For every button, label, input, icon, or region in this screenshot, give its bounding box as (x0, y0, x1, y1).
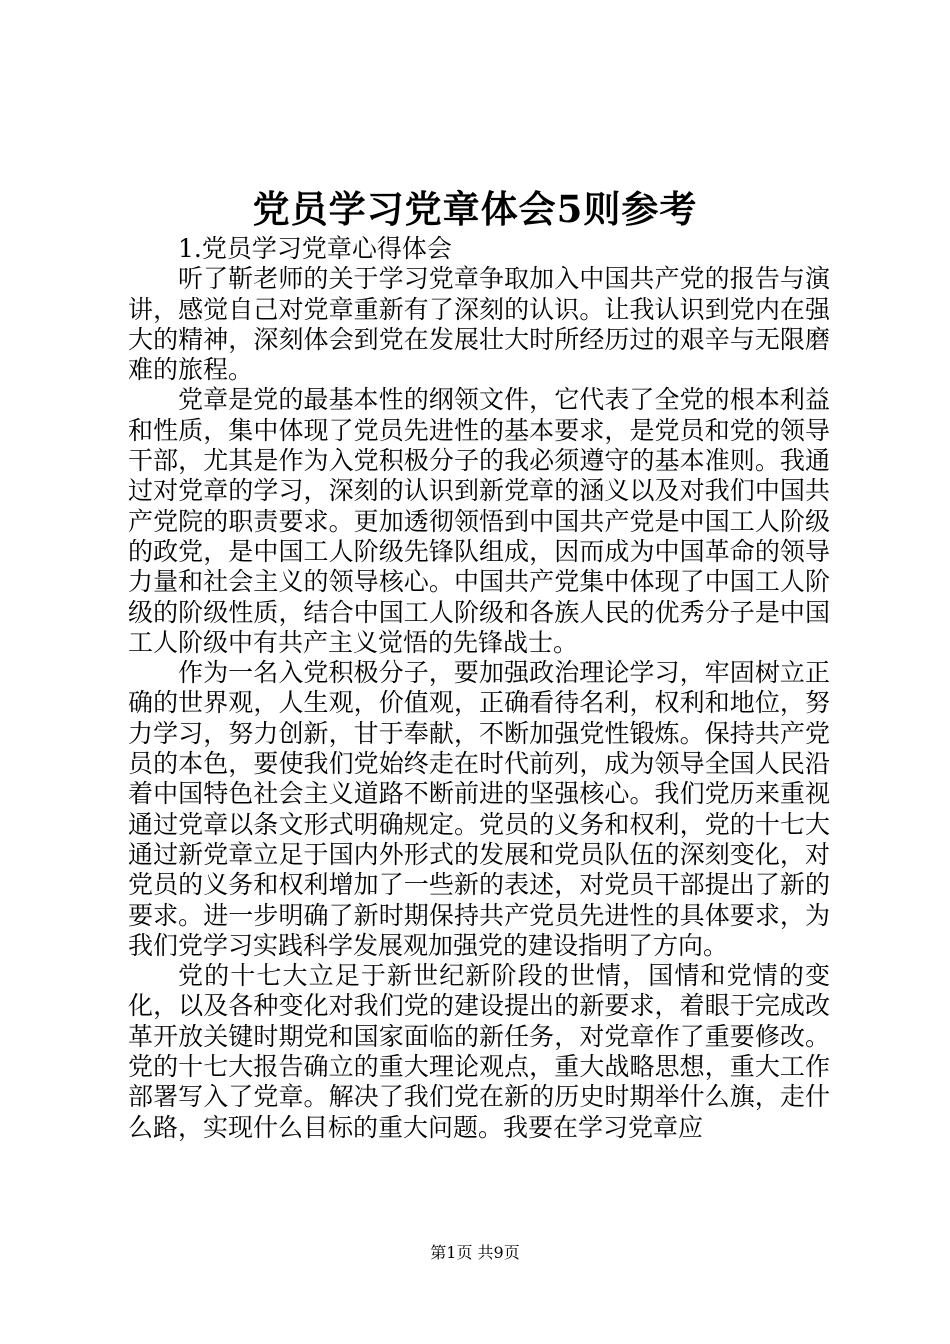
body-paragraph: 作为一名入党积极分子，要加强政治理论学习，牢固树立正确的世界观，人生观，价值观，正确看待名利，权利和地位，努力学习，努力创新，甘于奉献，不断加强党性锻炼。保持共产党员的本色，要使我们党始终走在时代前列，成为领导全国人民沿着中国特色社会主义道路不断前进的坚强核心。我们党历来重视通过党章以条文形式明确规定。党员的义务和权利，党的十七大通过新党章立足于国内外形式的发展和党员队伍的深刻变化，对党员的义务和权利增加了一些新的表述，对党员干部提出了新的要求。进一步明确了新时期保持共产党员先进性的具体要求，为我们党学习实践科学发展观加强党的建设指明了方向。 (128, 658, 830, 960)
document-body (128, 234, 830, 1143)
section-heading: 1.党员学习党章心得体会 (178, 234, 452, 263)
document-title: 党员学习党章体会5则参考 (252, 187, 698, 231)
page-footer: 第1页 共9页 (430, 1243, 520, 1262)
body-paragraph: 党的十七大立足于新世纪新阶段的世情，国情和党情的变化，以及各种变化对我们党的建设提出的新要求，着眼于完成改革开放关键时期党和国家面临的新任务，对党章作了重要修改。党的十七大报告确立的重大理论观点，重大战略思想，重大工作部署写入了党章。解决了我们党在新的历史时期举什么旗，走什么路，实现什么目标的重大问题。我要在学习党章应 (128, 961, 830, 1142)
body-paragraph: 党章是党的最基本性的纲领文件，它代表了全党的根本利益和性质，集中体现了党员先进性的基本要求，是党员和党的领导干部，尤其是作为入党积极分子的我必须遵守的基本准则。我通过对党章的学习，深刻的认识到新党章的涵义以及对我们中国共产党院的职责要求。更加透彻领悟到中国共产党是中国工人阶级的政党，是中国工人阶级先锋队组成，因而成为中国革命的领导力量和社会主义的领导核心。中国共产党集中体现了中国工人阶级的阶级性质，结合中国工人阶级和各族人民的优秀分子是中国工人阶级中有共产主义觉悟的先锋战士。 (128, 385, 830, 657)
body-paragraph: 听了靳老师的关于学习党章争取加入中国共产党的报告与演讲，感觉自己对党章重新有了深刻的认识。让我认识到党内在强大的精神，深刻体会到党在发展壮大时所经历过的艰辛与无限磨难的旅程。 (128, 264, 830, 385)
